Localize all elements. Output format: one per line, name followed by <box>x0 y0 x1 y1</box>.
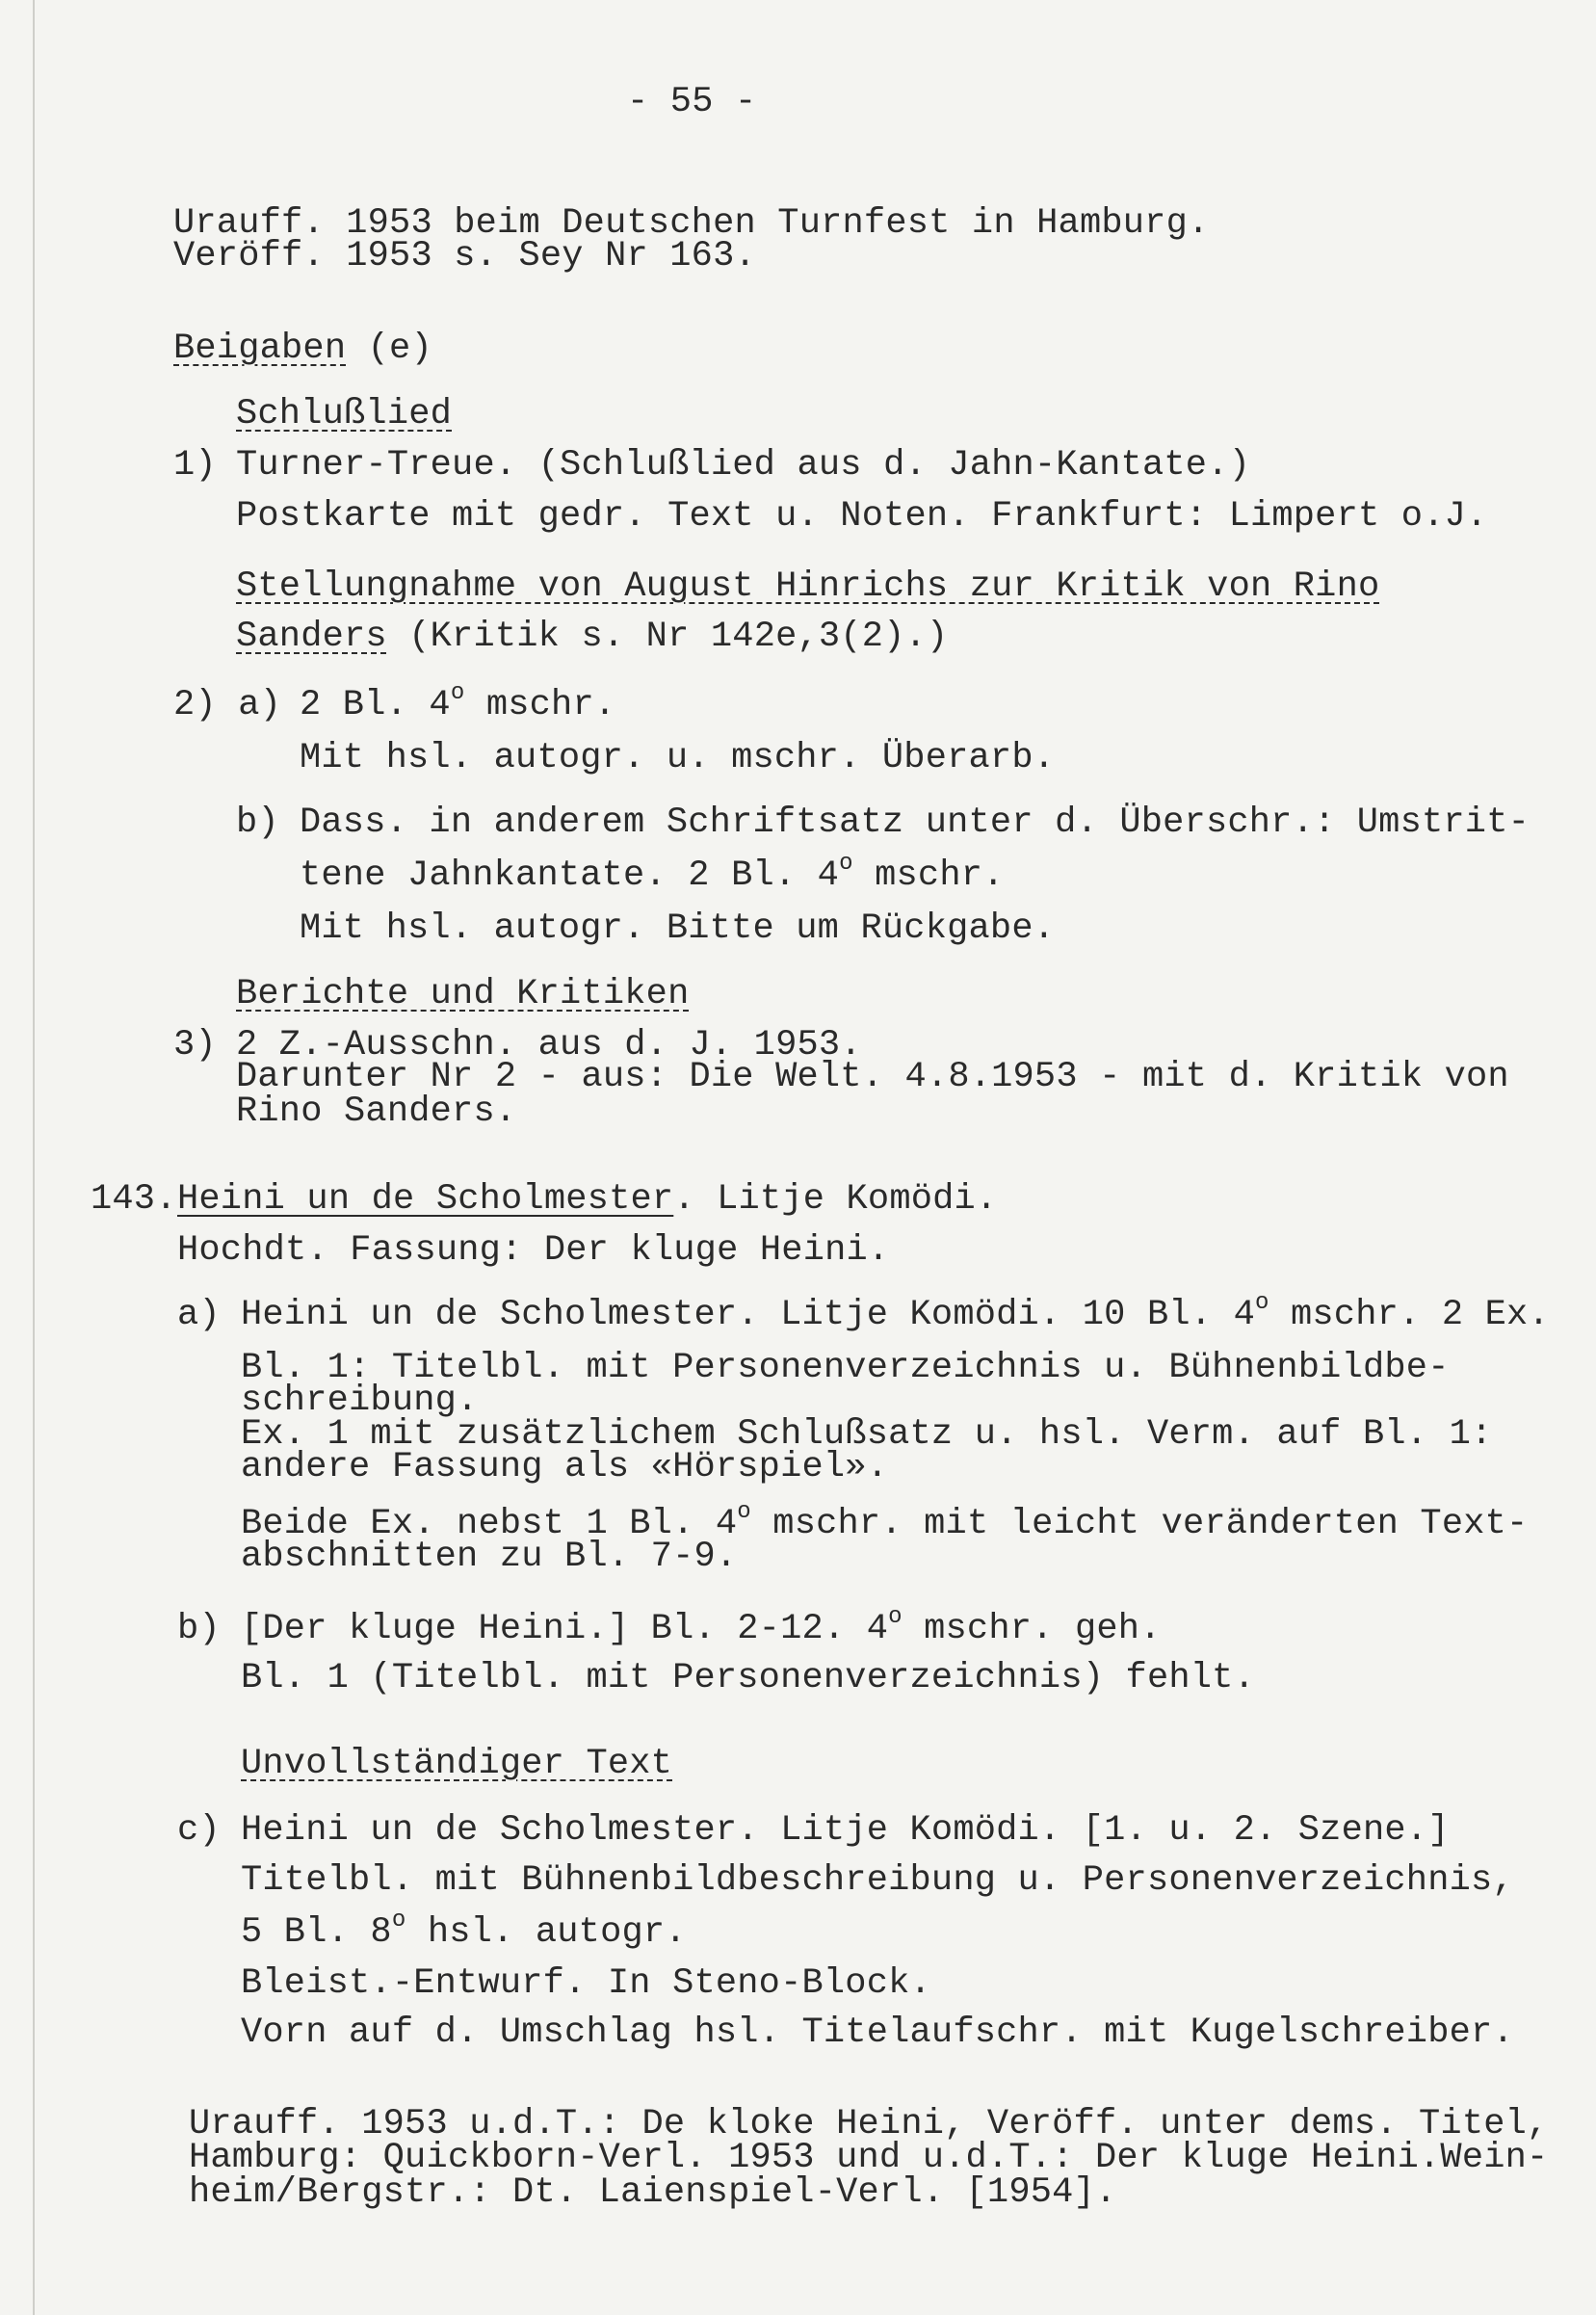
degree-mark: o <box>839 851 853 877</box>
unvollstaendiger-heading-text: Unvollständiger Text <box>241 1744 673 1784</box>
entry-subtitle: Hochdt. Fassung: Der kluge Heini. <box>177 1230 890 1271</box>
item-2a-line-2: Mit hsl. autogr. u. mschr. Überarb. <box>300 738 1056 778</box>
degree-mark: o <box>1254 1290 1269 1316</box>
entry-b-line-1-text: [Der kluge Heini.] Bl. 2-12. 4 <box>241 1609 889 1649</box>
degree-mark: o <box>391 1907 406 1934</box>
berichte-heading-text: Berichte und Kritiken <box>236 974 690 1014</box>
stellungnahme-heading-text-1: Stellungnahme von August Hinrichs zur Kritik von Rino <box>236 566 1380 607</box>
degree-mark: o <box>450 680 465 706</box>
entry-a-line-1-text: Heini un de Scholmester. Litje Komödi. 10 Bl. 4 <box>241 1295 1255 1335</box>
entry-number: 143. <box>91 1179 177 1220</box>
stellungnahme-heading-line-1 <box>236 567 1379 606</box>
beigaben-heading <box>173 329 432 368</box>
page-number: - 55 - <box>627 82 757 122</box>
stellungnahme-heading-text-2: Sanders <box>236 617 387 657</box>
item-1-label: 1) <box>173 445 217 486</box>
entry-c-line-3-text: 5 Bl. 8 <box>241 1912 392 1953</box>
entry-c-line-3-post: hsl. autogr. <box>406 1912 687 1953</box>
item-2b-line-2-text: tene Jahnkantate. 2 Bl. 4 <box>300 855 840 896</box>
entry-a-label: a) <box>177 1295 221 1335</box>
unvollstaendiger-heading <box>241 1745 672 1783</box>
entry-b-label: b) <box>177 1609 221 1649</box>
entry-title-underlined: Heini un de Scholmester <box>177 1179 674 1220</box>
entry-b-line-2: Bl. 1 (Titelbl. mit Personenverzeichnis) fehlt. <box>241 1658 1255 1698</box>
entry-a-line-1-post: mschr. 2 Ex. <box>1269 1295 1550 1335</box>
entry-c-line-5: Vorn auf d. Umschlag hsl. Titelaufschr. mit Kugelschreiber. <box>241 2012 1514 2053</box>
entry-b-line-1-post: mschr. geh. <box>902 1609 1162 1649</box>
entry-a-line-7: abschnitten zu Bl. 7-9. <box>241 1537 738 1577</box>
item-2b-label: b) <box>236 802 279 843</box>
item-2b-line-2 <box>300 851 1005 899</box>
item-2a-line-1-post: mschr. <box>464 685 616 725</box>
berichte-heading <box>236 975 689 1013</box>
item-3-label: 3) <box>173 1025 217 1065</box>
entry-c-label: c) <box>177 1810 221 1851</box>
item-2a-line-1 <box>300 680 616 728</box>
stellungnahme-heading-line-2 <box>236 618 948 656</box>
stellungnahme-heading-rest: (Kritik s. Nr 142e,3(2).) <box>386 617 949 657</box>
beigaben-heading-text: Beigaben <box>173 329 347 369</box>
item-1-line-2: Postkarte mit gedr. Text u. Noten. Frankfurt: Limpert o.J. <box>236 496 1488 537</box>
urauff-line: Urauff. 1953 beim Deutschen Turnfest in Hamburg. <box>173 203 1210 244</box>
entry-a-line-2: Bl. 1: Titelbl. mit Personenverzeichnis u. Bühnenbildbe- <box>241 1348 1450 1388</box>
entry-c-line-1: Heini un de Scholmester. Litje Komödi. [1. u. 2. Szene.] <box>241 1810 1450 1851</box>
item-2a-label: 2) a) <box>173 685 282 725</box>
item-2b-line-2-post: mschr. <box>852 855 1005 896</box>
entry-c-line-3 <box>241 1907 687 1956</box>
entry-c-line-4: Bleist.-Entwurf. In Steno-Block. <box>241 1963 931 2004</box>
urauff-143-line-2: Hamburg: Quickborn-Verl. 1953 und u.d.T.: Der kluge Heini.Wein- <box>189 2138 1549 2178</box>
item-3-line-2: Darunter Nr 2 - aus: Die Welt. 4.8.1953 - mit d. Kritik von <box>236 1057 1509 1097</box>
urauff-143-line-1: Urauff. 1953 u.d.T.: De kloke Heini, Veröff. unter dems. Titel, <box>189 2104 1549 2144</box>
entry-title <box>177 1180 997 1219</box>
entry-title-rest: . Litje Komödi. <box>673 1179 998 1220</box>
entry-a-line-5: andere Fassung als «Hörspiel». <box>241 1447 889 1487</box>
entry-a-line-6-text: Beide Ex. nebst 1 Bl. 4 <box>241 1504 738 1544</box>
item-2b-line-1: Dass. in anderem Schriftsatz unter d. Überschr.: Umstrit- <box>300 802 1531 843</box>
entry-b-line-1 <box>241 1604 1162 1652</box>
page-edge-shadow <box>33 0 35 2315</box>
veroeff-line: Veröff. 1953 s. Sey Nr 163. <box>173 236 756 276</box>
schlusslied-heading-text: Schlußlied <box>236 394 453 434</box>
entry-a-line-6-post: mschr. mit leicht veränderten Text- <box>750 1504 1529 1544</box>
schlusslied-heading <box>236 395 452 434</box>
item-3-line-3: Rino Sanders. <box>236 1092 517 1132</box>
beigaben-heading-suffix: (e) <box>346 329 432 369</box>
entry-c-line-2: Titelbl. mit Bühnenbildbeschreibung u. Personenverzeichnis, <box>241 1860 1514 1901</box>
degree-mark: o <box>888 1604 903 1630</box>
item-3-line-1: 2 Z.-Ausschn. aus d. J. 1953. <box>236 1025 862 1065</box>
item-2a-line-1-text: 2 Bl. 4 <box>300 685 451 725</box>
item-1-line-1: Turner-Treue. (Schlußlied aus d. Jahn-Kantate.) <box>236 445 1250 486</box>
item-2b-line-3: Mit hsl. autogr. Bitte um Rückgabe. <box>300 908 1056 949</box>
entry-a-line-3: schreibung. <box>241 1381 479 1421</box>
degree-mark: o <box>737 1499 751 1525</box>
urauff-143-line-3: heim/Bergstr.: Dt. Laienspiel-Verl. [1954]. <box>189 2172 1117 2213</box>
entry-a-line-1 <box>241 1290 1550 1338</box>
entry-a-line-4: Ex. 1 mit zusätzlichem Schlußsatz u. hsl. Verm. auf Bl. 1: <box>241 1414 1493 1455</box>
